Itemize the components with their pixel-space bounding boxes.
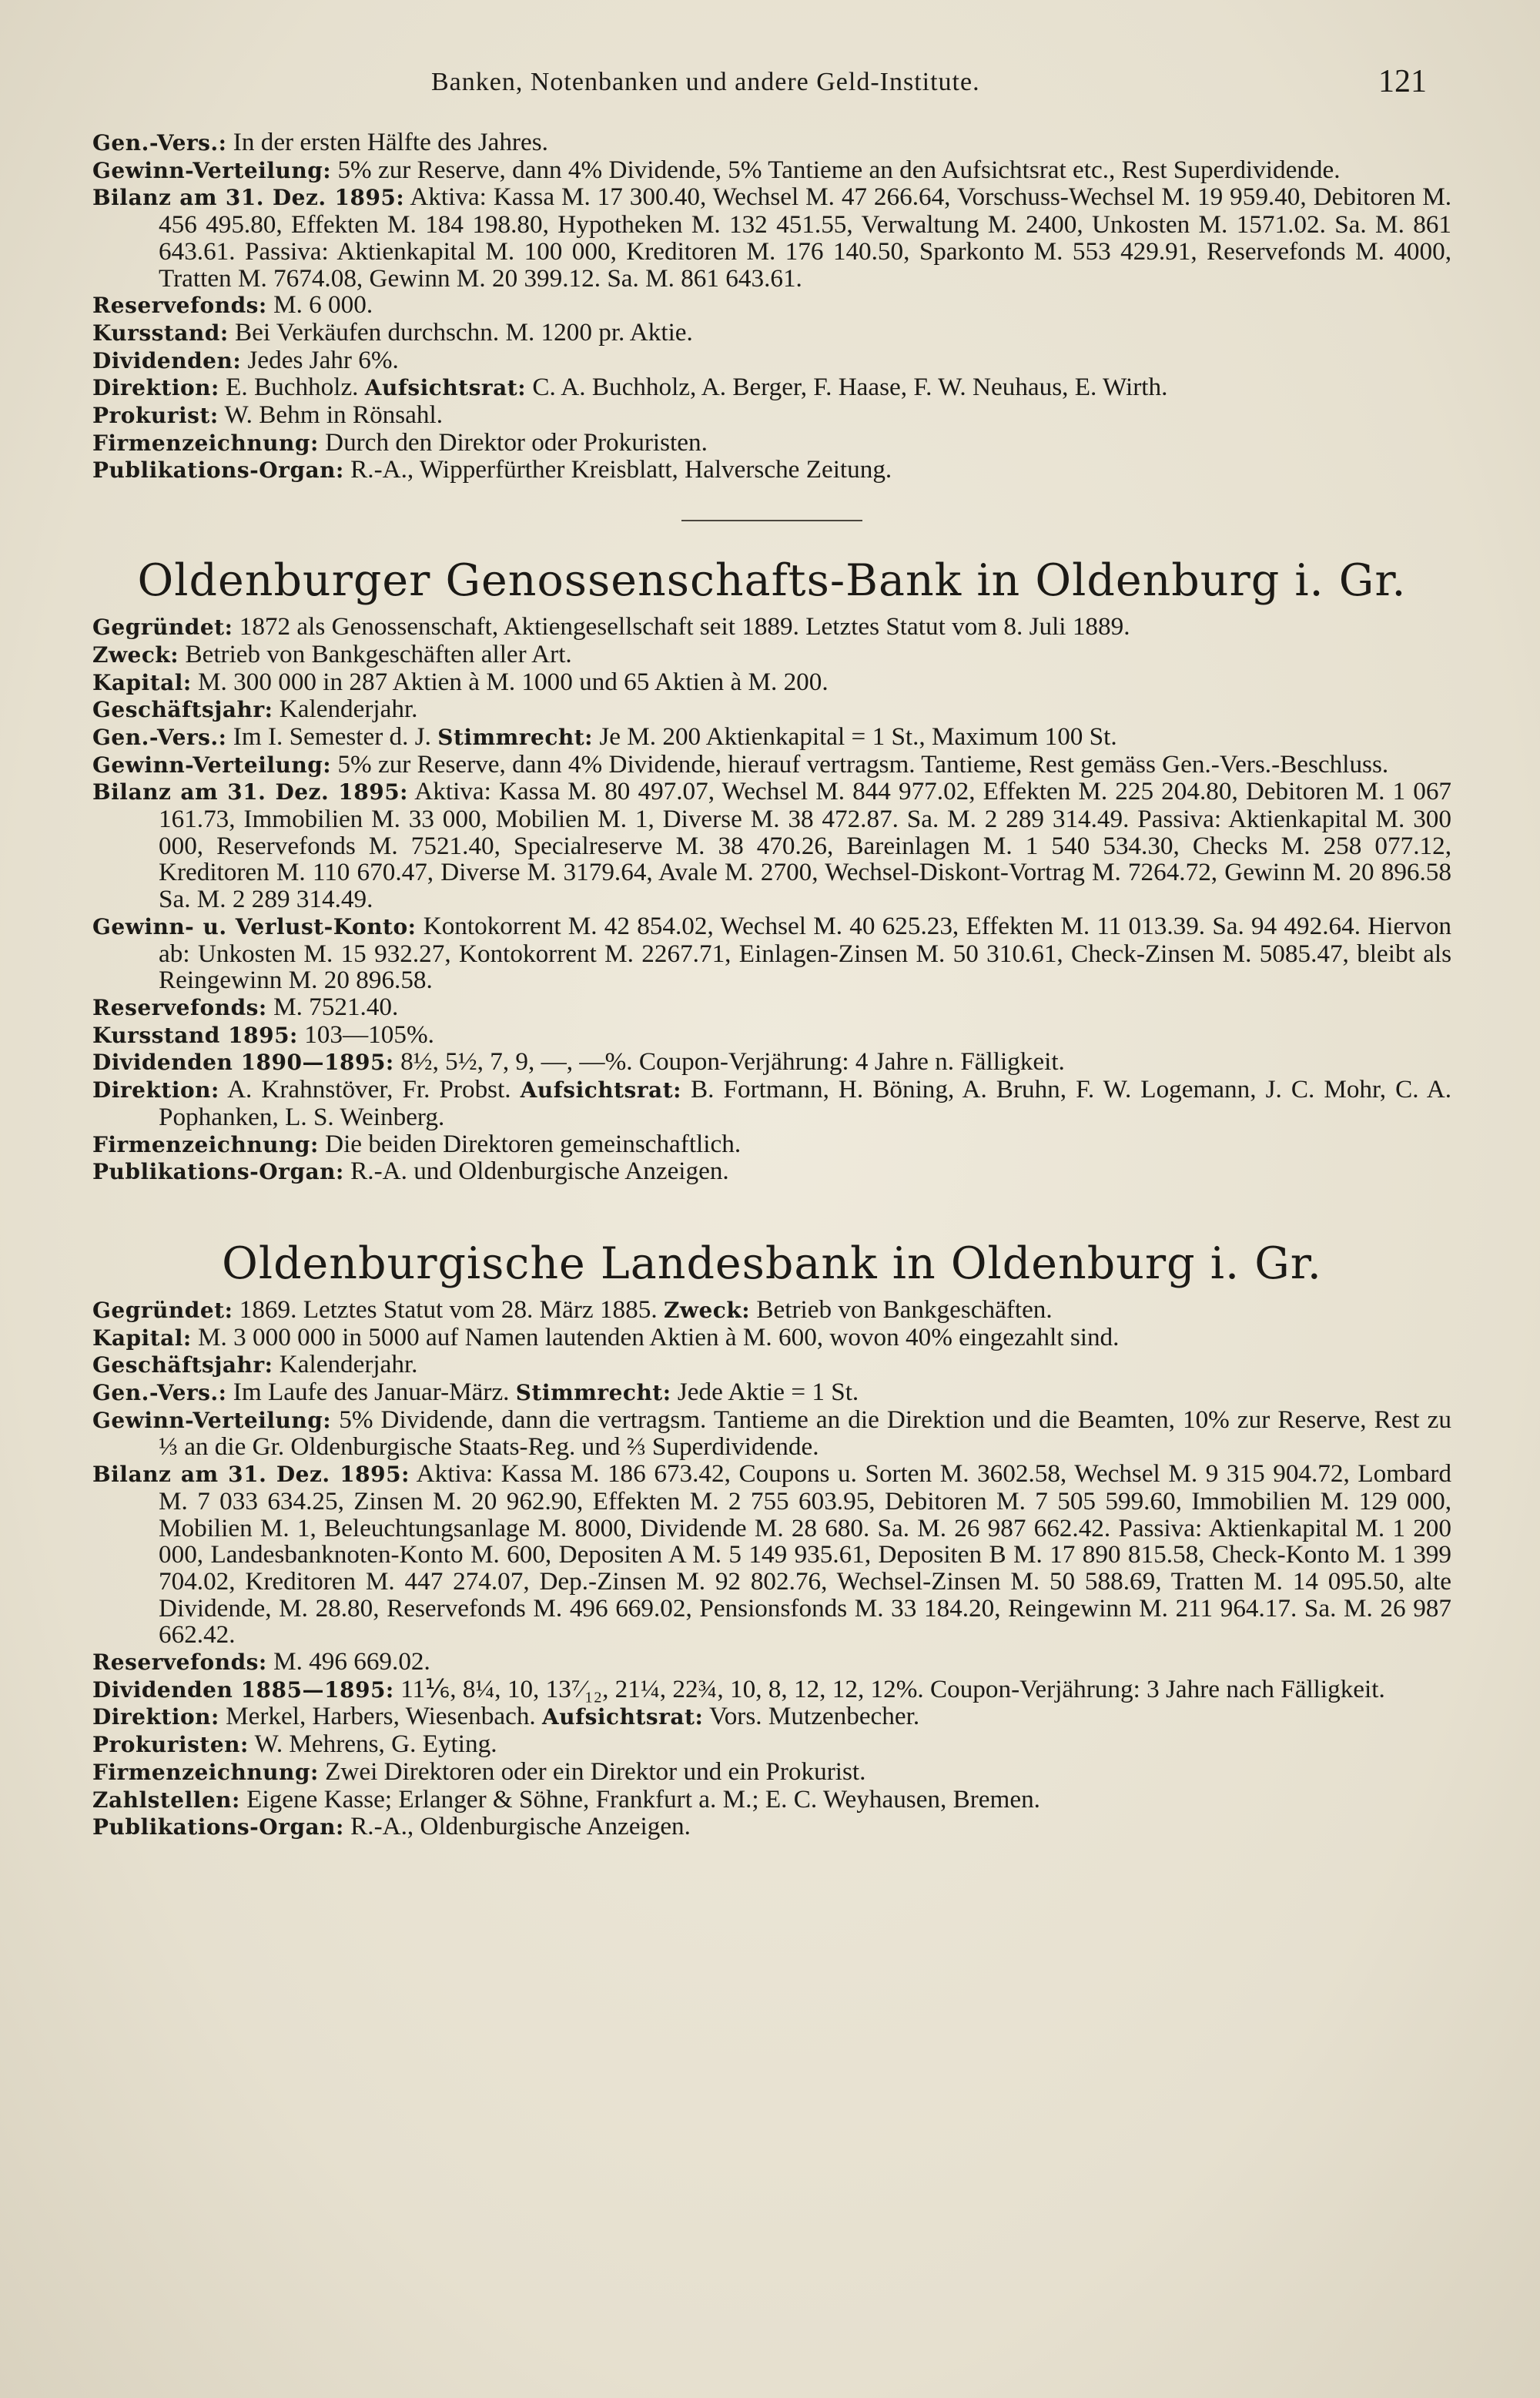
section-spacer <box>92 1186 1451 1238</box>
entry-gen-vers-stimmrecht <box>92 1379 1451 1407</box>
entry-kapital <box>92 1322 1451 1352</box>
entry-text: Im Laufe des Januar-März. <box>233 1378 510 1407</box>
entry-key: Publikations-Organ: <box>92 1814 344 1840</box>
entry-gewinn-verteilung <box>92 1407 1451 1461</box>
entry-key: Gewinn-Verteilung: <box>92 752 332 778</box>
entry-text: Zwei Direktoren oder ein Direktor und ein Prokurist. <box>325 1757 866 1786</box>
entry-dividenden <box>92 347 1451 375</box>
entry-gen-vers <box>92 129 1451 157</box>
entry-text: 103—105%. <box>304 1020 434 1049</box>
entry-text: E. Buchholz. <box>226 373 359 402</box>
entry-key: Dividenden 1885—1895: <box>92 1676 394 1703</box>
entry-text: R.-A., Wipperfürther Kreisblatt, Halversche Zeitung. <box>350 455 892 484</box>
entry-text: 5% Dividende, dann die vertragsm. Tantieme an die Direktion und die Beamten, 10% zur Reserve, Rest zu ⅓ an die Gr. Oldenburgische Staats-Reg. und ⅔ Superdividende. <box>159 1405 1451 1462</box>
entry-reservefonds <box>92 994 1451 1022</box>
entry-text: Jedes Jahr 6%. <box>247 345 399 374</box>
entry-key: Firmenzeichnung: <box>92 430 319 456</box>
entry-key-2: Stimmrecht: <box>437 724 594 750</box>
entry-text: W. Behm in Rönsahl. <box>224 400 444 430</box>
entry-key: Gegründet: <box>92 615 233 641</box>
entry-key: Gen.-Vers.: <box>92 724 227 750</box>
entry-key: Publikations-Organ: <box>92 1159 344 1185</box>
entry-key: Direktion: <box>92 375 219 401</box>
entry-key: Kapital: <box>92 1325 192 1351</box>
entry-text: R.-A., Oldenburgische Anzeigen. <box>350 1812 691 1841</box>
entry-firmenzeichnung <box>92 427 1451 457</box>
entry-prokuristen <box>92 1731 1451 1759</box>
entry-key: Reservefonds: <box>92 994 267 1020</box>
entry-text: Die beiden Direktoren gemeinschaftlich. <box>325 1129 742 1158</box>
entry-key: Bilanz am 31. Dez. 1895: <box>92 185 405 211</box>
entry-firmenzeichnung <box>92 1131 1451 1159</box>
entry-text: In der ersten Hälfte des Jahres. <box>233 128 548 156</box>
entry-key: Gegründet: <box>92 1297 233 1323</box>
entry-bilanz <box>92 184 1451 292</box>
entry-direktion-aufsichtsrat <box>92 1703 1451 1731</box>
entry-key-2: Aufsichtsrat: <box>542 1704 704 1730</box>
entry-key: Bilanz am 31. Dez. 1895: <box>92 779 409 805</box>
running-title: Banken, Notenbanken und andere Geld-Institute. <box>431 68 980 96</box>
entry-text: Aktiva: Kassa M. 17 300.40, Wechsel M. 47 266.64, Vorschuss-Wechsel M. 19 959.40, Debitoren M. 456 495.80, Effekten M. 184 198.80, Hypotheken M. 132 451.55, Verwaltung M. 2400, Unkosten M. 1571.02. Sa. M. 861 643.61. Passiva: Aktienkapital M. 100 000, Kreditoren M. 176 140.50, Sparkonto M. 553 429.91, Reservefonds M. 4000, Tratten M. 7674.08, Gewinn M. 20 399.12. Sa. M. 861 643.61. <box>159 183 1452 293</box>
running-head <box>0 63 1540 109</box>
entry-kapital <box>92 669 1451 697</box>
entry-key-2: Aufsichtsrat: <box>364 375 527 401</box>
entry-key: Prokurist: <box>92 403 219 429</box>
entry-key: Kursstand 1895: <box>92 1022 298 1048</box>
entry-gegruendet-zweck <box>92 1294 1451 1325</box>
entry-text-2: Je M. 200 Aktienkapital = 1 St., Maximum 100 St. <box>599 722 1117 751</box>
entry-direktion-aufsichtsrat <box>92 1077 1451 1130</box>
entry-key: Prokuristen: <box>92 1732 249 1758</box>
entry-kursstand <box>92 317 1451 347</box>
entry-gegruendet <box>92 614 1451 641</box>
entry-text-2: Vors. Mutzenbecher. <box>709 1702 920 1731</box>
entry-key: Direktion: <box>92 1077 219 1104</box>
entry-key: Firmenzeichnung: <box>92 1759 319 1785</box>
entry-text-2: C. A. Buchholz, A. Berger, F. Haase, F. W. Neuhaus, E. Wirth. <box>532 373 1168 402</box>
section-previous-bank <box>92 129 1451 484</box>
entry-text: W. Mehrens, G. Eyting. <box>254 1730 497 1759</box>
entry-key-2: Zweck: <box>663 1297 751 1323</box>
entry-text: R.-A. und Oldenburgische Anzeigen. <box>350 1157 729 1186</box>
entry-text: A. Krahnstöver, Fr. Probst. <box>227 1075 511 1104</box>
entry-text: 5% zur Reserve, dann 4% Dividende, 5% Tantieme an den Aufsichtsrat etc., Rest Superdividende. <box>337 155 1341 184</box>
entry-key: Zweck: <box>92 641 179 668</box>
entry-bilanz <box>92 1461 1451 1649</box>
entry-publikations-organ <box>92 1158 1451 1186</box>
entry-text: 8½, 5½, 7, 9, —, —%. Coupon-Verjährung: 4 Jahre n. Fälligkeit. <box>400 1047 1065 1077</box>
entry-text-2: Betrieb von Bankgeschäften. <box>756 1294 1053 1324</box>
entry-gen-vers-stimmrecht <box>92 724 1451 752</box>
entry-text-2: Jede Aktie = 1 St. <box>677 1378 859 1407</box>
entry-text: 1869. Letztes Statut vom 28. März 1885. <box>239 1294 658 1324</box>
entry-gewinn-verlust-konto <box>92 913 1451 994</box>
entry-text: Bei Verkäufen durchschn. M. 1200 pr. Aktie. <box>235 317 693 347</box>
entry-key: Gewinn- u. Verlust-Konto: <box>92 913 417 939</box>
entry-text: Aktiva: Kassa M. 186 673.42, Coupons u. Sorten M. 3602.58, Wechsel M. 9 315 904.72, Lombard M. 7 033 634.25, Zinsen M. 20 962.90, Effekten M. 2 755 603.95, Debitoren M. 7 505 599.60, Immobilien M. 129 000, Mobilien M. 1, Beleuchtungsanlage M. 8000, Dividende M. 28 680. Sa. M. 26 987 662.42. Passiva: Aktienkapital M. 1 200 000, Landesbanknoten-Konto M. 600, Depositen A M. 5 149 935.61, Depositen B M. 17 890 815.58, Check-Konto M. 1 399 704.02, Kreditoren M. 447 274.07, Dep.-Zinsen M. 92 802.76, Wechsel-Zinsen M. 50 588.69, Tratten M. 14 095.50, alte Dividende, M. 28.80, Reservefonds M. 496 669.02, Pensionsfonds M. 33 184.20, Reingewinn M. 211 964.17. Sa. M. 26 987 662.42. <box>159 1459 1452 1649</box>
entry-publikations-organ <box>92 457 1451 484</box>
entry-key: Kursstand: <box>92 320 229 346</box>
entry-key: Publikations-Organ: <box>92 457 344 484</box>
entry-text: Durch den Direktor oder Prokuristen. <box>325 427 708 457</box>
entry-key-2: Aufsichtsrat: <box>520 1077 681 1104</box>
entry-key: Gen.-Vers.: <box>92 130 227 156</box>
entry-key: Dividenden: <box>92 347 242 373</box>
entry-text: Kalenderjahr. <box>279 695 418 724</box>
entry-text: M. 3 000 000 in 5000 auf Namen lautenden Aktien à M. 600, wovon 40% eingezahlt sind. <box>198 1322 1120 1351</box>
section-divider <box>681 520 862 521</box>
entry-key: Zahlstellen: <box>92 1787 240 1813</box>
entry-reservefonds <box>92 292 1451 320</box>
entry-text: M. 7521.40. <box>273 992 399 1021</box>
entry-dividenden <box>92 1676 1451 1704</box>
entry-key: Bilanz am 31. Dez. 1895: <box>92 1462 410 1488</box>
entry-key: Dividenden 1890—1895: <box>92 1050 394 1076</box>
entry-bilanz <box>92 779 1451 913</box>
entry-kursstand <box>92 1022 1451 1050</box>
entry-text: M. 6 000. <box>273 290 373 320</box>
entry-direktion-aufsichtsrat <box>92 374 1451 402</box>
page-number: 121 <box>1378 64 1427 99</box>
entry-text-2: B. Fortmann, H. Böning, A. Bruhn, F. W. Logemann, J. C. Mohr, C. A. Pophanken, L. S. Weinberg. <box>159 1075 1452 1131</box>
section-oldenburgische-landesbank <box>92 1238 1451 1841</box>
entry-text: 1872 als Genossenschaft, Aktiengesellschaft seit 1889. Letztes Statut vom 8. Juli 1889. <box>239 612 1130 641</box>
section-oldenburger-genossenschafts-bank <box>92 555 1451 1186</box>
entry-key: Firmenzeichnung: <box>92 1131 319 1157</box>
entry-key: Geschäftsjahr: <box>92 697 273 723</box>
entry-key: Kapital: <box>92 669 192 695</box>
entry-key-2: Stimmrecht: <box>515 1380 671 1406</box>
entry-key: Gewinn-Verteilung: <box>92 157 332 183</box>
entry-key: Gewinn-Verteilung: <box>92 1407 332 1433</box>
entry-key: Geschäftsjahr: <box>92 1352 273 1378</box>
entry-text: 11⅙, 8¼, 10, 13⁷⁄₁₂, 21¼, 22¾, 10, 8, 12, 12, 12%. Coupon-Verjährung: 3 Jahre nach Fälligkeit. <box>400 1674 1385 1703</box>
entry-key: Direktion: <box>92 1704 219 1730</box>
entry-gewinn-verteilung <box>92 749 1451 779</box>
entry-text: Eigene Kasse; Erlanger & Söhne, Frankfurt a. M.; E. C. Weyhausen, Bremen. <box>246 1784 1040 1814</box>
entry-text: Merkel, Harbers, Wiesenbach. <box>226 1702 536 1731</box>
text-column <box>92 129 1451 1841</box>
entry-key: Gen.-Vers.: <box>92 1380 227 1406</box>
entry-key: Reservefonds: <box>92 1649 267 1676</box>
entry-gewinn-verteilung <box>92 157 1451 185</box>
entry-zweck <box>92 641 1451 669</box>
entry-geschaeftsjahr <box>92 1351 1451 1379</box>
entry-text: Betrieb von Bankgeschäften aller Art. <box>185 639 572 668</box>
bank-title: Oldenburgische Landesbank in Oldenburg i. Gr. <box>222 1238 1322 1289</box>
entry-dividenden <box>92 1049 1451 1077</box>
entry-text: Im I. Semester d. J. <box>233 722 431 751</box>
entry-text: Kalenderjahr. <box>279 1350 418 1379</box>
entry-firmenzeichnung <box>92 1759 1451 1787</box>
entry-text: M. 300 000 in 287 Aktien à M. 1000 und 65 Aktien à M. 200. <box>198 667 829 696</box>
entry-reservefonds <box>92 1649 1451 1676</box>
bank-title: Oldenburger Genossenschafts-Bank in Oldenburg i. Gr. <box>137 555 1407 607</box>
entry-publikations-organ <box>92 1814 1451 1841</box>
entry-zahlstellen <box>92 1784 1451 1814</box>
entry-key: Reservefonds: <box>92 293 267 319</box>
entry-geschaeftsjahr <box>92 696 1451 724</box>
entry-text: Aktiva: Kassa M. 80 497.07, Wechsel M. 844 977.02, Effekten M. 225 204.80, Debitoren M. 1 067 161.73, Immobilien M. 33 000, Mobilien M. 1, Diverse M. 38 472.87. Sa. M. 2 289 314.49. Passiva: Aktienkapital M. 300 000, Reservefonds M. 7521.40, Specialreserve M. 38 470.26, Bareinlagen M. 1 540 534.30, Checks M. 258 077.12, Kreditoren M. 110 670.47, Diverse M. 3179.64, Avale M. 2700, Wechsel-Diskont-Vortrag M. 7264.72, Gewinn M. 20 896.58 Sa. M. 2 289 314.49. <box>159 777 1452 914</box>
entry-text: 5% zur Reserve, dann 4% Dividende, hierauf vertragsm. Tantieme, Rest gemäss Gen.-Vers.-Beschluss. <box>337 749 1389 779</box>
entry-text: Kontokorrent M. 42 854.02, Wechsel M. 40 625.23, Effekten M. 11 013.39. Sa. 94 492.64. Hiervon ab: Unkosten M. 15 932.27, Kontokorrent M. 2267.71, Einlagen-Zinsen M. 50 310.61, Check-Zinsen M. 5085.47, bleibt als Reingewinn M. 20 896.58. <box>159 911 1452 995</box>
entry-prokurist <box>92 402 1451 430</box>
entry-text: M. 496 669.02. <box>273 1647 430 1676</box>
